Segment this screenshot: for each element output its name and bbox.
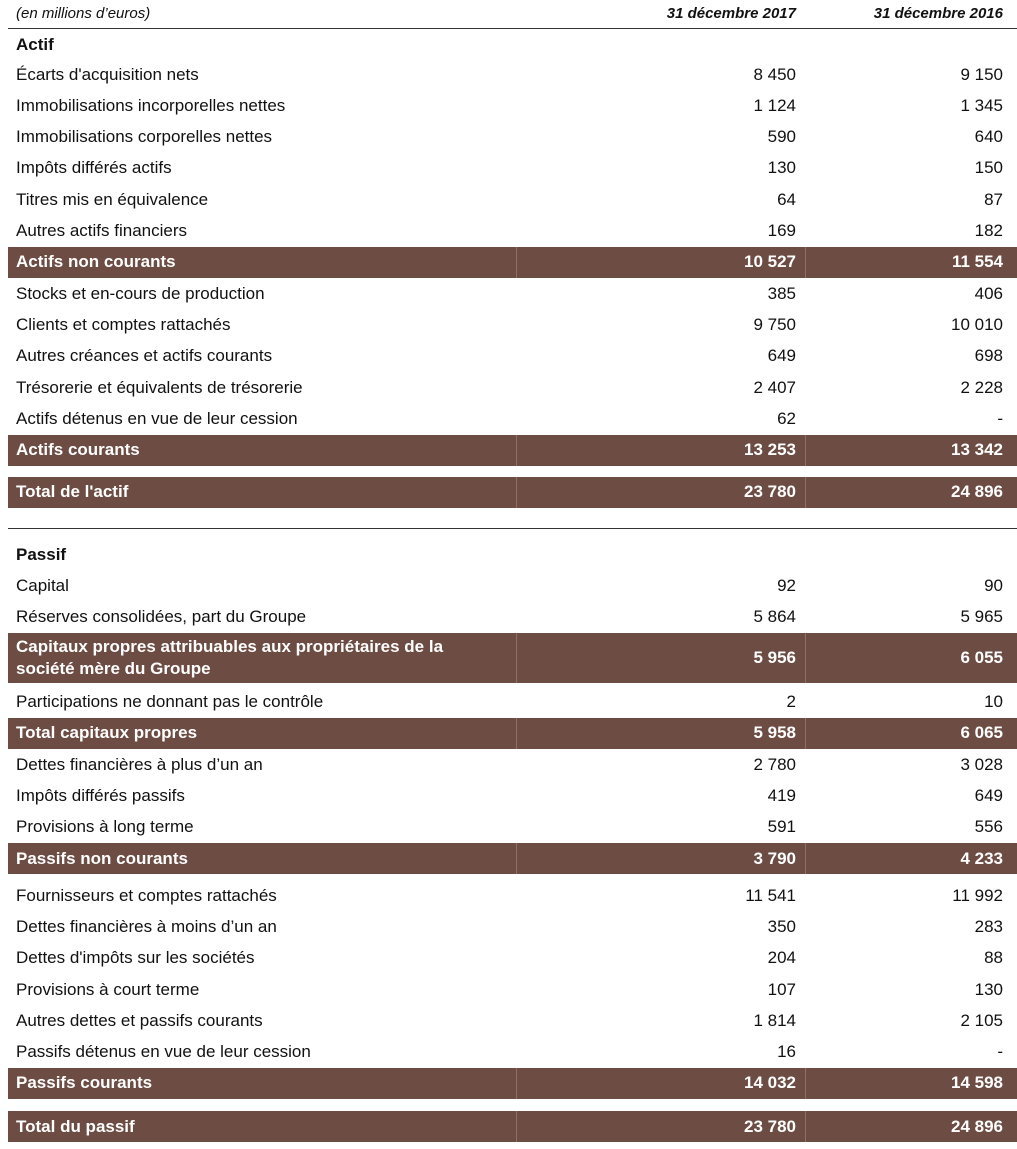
value-2016: 88 (984, 948, 1003, 968)
column-header-2017: 31 décembre 2017 (666, 5, 796, 22)
value-2017: 350 (767, 916, 796, 936)
value-2016: 556 (974, 817, 1003, 837)
row-label: Autres actifs financiers (16, 221, 188, 240)
row-label: Total capitaux propres (16, 723, 198, 743)
value-2016: 13 342 (951, 440, 1003, 460)
table-row (8, 216, 1017, 247)
unit-label: (en millions d’euros) (16, 5, 151, 22)
row-label: Dettes financières à moins d’un an (16, 916, 277, 936)
column-divider (516, 247, 517, 278)
table-row (8, 403, 1017, 434)
value-2016: 130 (974, 979, 1003, 999)
row-label (8, 636, 518, 680)
value-2016: 24 896 (951, 482, 1003, 502)
row-label: Participations ne donnant pas le contrôle (16, 692, 324, 712)
value-2017: 64 (777, 189, 796, 209)
value-2017: 5 864 (753, 606, 796, 626)
row-label: Capital (16, 575, 69, 595)
subtotal-row (8, 633, 1017, 683)
column-divider (516, 718, 517, 749)
value-2017: 16 (777, 1042, 796, 1062)
table-row (8, 601, 1017, 632)
value-2016: 4 233 (960, 848, 1003, 868)
table-row (8, 153, 1017, 184)
value-2017: 591 (767, 817, 796, 837)
table-row (8, 1037, 1017, 1068)
row-label: Écarts d'acquisition nets (16, 64, 199, 84)
total-passif-row (8, 1111, 1017, 1142)
table-row (8, 122, 1017, 153)
value-2016: 2 105 (960, 1010, 1003, 1030)
value-2017: 92 (777, 575, 796, 595)
table-row (8, 184, 1017, 215)
value-2016: 10 (984, 692, 1003, 712)
row-label: Actifs détenus en vue de leur cession (16, 408, 298, 428)
row-label: Provisions à long terme (16, 817, 194, 837)
row-label: Stocks et en-cours de production (16, 283, 265, 303)
row-label: Actifs non courants (16, 252, 176, 272)
table-row (8, 341, 1017, 372)
column-divider (516, 843, 517, 874)
column-divider (805, 1068, 806, 1099)
section-heading-actif (8, 29, 1017, 60)
table-row (8, 90, 1017, 121)
value-2017: 1 814 (753, 1010, 796, 1030)
value-2017: 10 527 (744, 252, 796, 272)
value-2016: 10 010 (951, 314, 1003, 334)
value-2017: 107 (767, 979, 796, 999)
value-2017: 590 (767, 127, 796, 147)
value-2017: 11 541 (745, 885, 796, 905)
subtotal-row (8, 718, 1017, 749)
column-divider (805, 1111, 806, 1142)
subtotal-row (8, 1068, 1017, 1099)
value-2016: 283 (974, 916, 1003, 936)
section-heading-label: Actif (16, 34, 54, 54)
subtotal-row (8, 435, 1017, 466)
row-label: Trésorerie et équivalents de trésorerie (16, 377, 303, 397)
value-2016: 5 965 (960, 606, 1003, 626)
column-divider (516, 1068, 517, 1099)
value-2017: 419 (767, 786, 796, 805)
value-2017: 169 (767, 221, 796, 240)
value-2016: 2 228 (960, 377, 1003, 397)
value-2016: - (997, 1042, 1003, 1062)
value-2017: 2 407 (753, 377, 796, 397)
value-2016: 9 150 (960, 64, 1003, 84)
table-row (8, 781, 1017, 812)
value-2017: 385 (767, 283, 796, 303)
row-label: Total du passif (16, 1116, 135, 1136)
column-divider (516, 435, 517, 466)
table-row (8, 749, 1017, 780)
value-2017: 23 780 (744, 1116, 796, 1136)
row-label: Total de l'actif (16, 482, 129, 502)
row-label: Immobilisations corporelles nettes (16, 127, 273, 147)
value-2016: 90 (984, 575, 1003, 595)
row-label: Réserves consolidées, part du Groupe (16, 606, 307, 626)
value-2016: 3 028 (960, 754, 1003, 774)
section-heading-label: Passif (16, 544, 67, 564)
value-2016: 6 055 (960, 647, 1003, 667)
row-label: Passifs détenus en vue de leur cession (16, 1042, 311, 1062)
value-2016: 87 (984, 189, 1003, 209)
row-label: Dettes d'impôts sur les sociétés (16, 948, 255, 968)
table-row (8, 570, 1017, 601)
value-2017: 1 124 (753, 95, 796, 115)
column-header-2016: 31 décembre 2016 (873, 5, 1003, 22)
table-row (8, 943, 1017, 974)
value-2017: 2 780 (753, 754, 796, 774)
table-row (8, 880, 1017, 911)
subtotal-row (8, 843, 1017, 874)
column-divider (516, 633, 517, 683)
row-label: Actifs courants (16, 440, 140, 460)
row-label: Immobilisations incorporelles nettes (16, 95, 286, 115)
column-divider (805, 247, 806, 278)
row-label: Impôts différés passifs (16, 786, 185, 805)
value-2016: 649 (974, 786, 1003, 805)
value-2016: 14 598 (951, 1073, 1003, 1093)
value-2017: 2 (786, 692, 796, 712)
row-label: Fournisseurs et comptes rattachés (16, 885, 277, 905)
value-2017: 5 958 (753, 723, 796, 743)
row-label: Clients et comptes rattachés (16, 314, 231, 334)
table-row (8, 1005, 1017, 1036)
value-2016: 1 345 (960, 95, 1003, 115)
row-label-line2: société mère du Groupe (16, 658, 211, 678)
table-row (8, 309, 1017, 340)
total-actif-row (8, 477, 1017, 508)
table-row (8, 687, 1017, 718)
value-2016: - (997, 408, 1003, 428)
value-2017: 23 780 (744, 482, 796, 502)
row-label: Autres créances et actifs courants (16, 346, 273, 366)
value-2016: 150 (974, 158, 1003, 178)
column-divider (805, 843, 806, 874)
table-row (8, 911, 1017, 942)
column-divider (805, 477, 806, 508)
value-2017: 62 (777, 408, 796, 428)
column-divider (805, 633, 806, 683)
table-row (8, 812, 1017, 843)
value-2016: 24 896 (951, 1116, 1003, 1136)
value-2016: 182 (974, 221, 1003, 240)
table-header (8, 0, 1017, 29)
column-divider (805, 435, 806, 466)
row-label-line1: Capitaux propres attribuables aux propriétaires de la (16, 636, 444, 656)
value-2016: 698 (974, 346, 1003, 366)
column-divider (805, 718, 806, 749)
row-label: Provisions à court terme (16, 979, 200, 999)
row-label: Dettes financières à plus d’un an (16, 754, 263, 774)
value-2016: 640 (974, 127, 1003, 147)
subtotal-row (8, 247, 1017, 278)
value-2016: 6 065 (960, 723, 1003, 743)
value-2017: 204 (767, 948, 796, 968)
value-2016: 11 992 (952, 885, 1003, 905)
table-row (8, 372, 1017, 403)
row-label: Impôts différés actifs (16, 158, 172, 178)
value-2017: 14 032 (744, 1073, 796, 1093)
row-label: Passifs non courants (16, 848, 188, 868)
value-2017: 130 (767, 158, 796, 178)
section-heading-passif (8, 539, 1017, 570)
column-divider (516, 477, 517, 508)
section-divider (8, 528, 1017, 529)
table-row (8, 974, 1017, 1005)
value-2016: 11 554 (951, 252, 1003, 272)
value-2017: 5 956 (753, 647, 796, 667)
row-label: Passifs courants (16, 1073, 153, 1093)
value-2017: 649 (767, 346, 796, 366)
column-divider (516, 1111, 517, 1142)
table-row (8, 59, 1017, 90)
row-label: Autres dettes et passifs courants (16, 1010, 263, 1030)
table-row (8, 278, 1017, 309)
value-2017: 9 750 (753, 314, 796, 334)
value-2017: 3 790 (753, 848, 796, 868)
value-2016: 406 (974, 283, 1003, 303)
value-2017: 8 450 (753, 64, 796, 84)
row-label: Titres mis en équivalence (16, 189, 209, 209)
value-2017: 13 253 (744, 440, 796, 460)
